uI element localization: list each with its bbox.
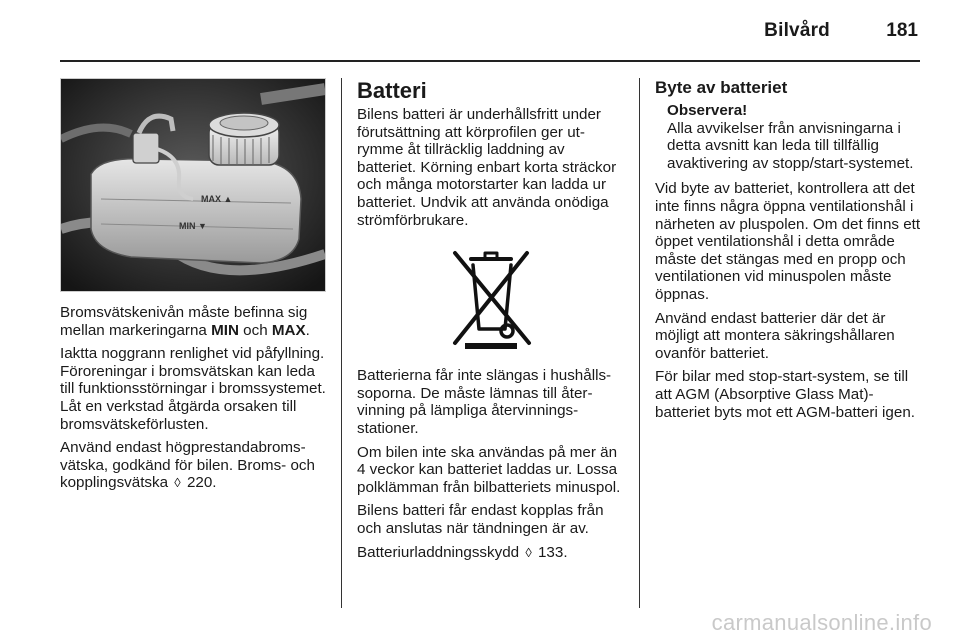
text-fragment: och [238, 321, 272, 339]
note-box [667, 102, 923, 172]
note-text: Alla avvikelser från anvisningarna i detta avsnitt kan leda till tillfällig avaktivering av stopp/start-systemet. [667, 119, 914, 172]
subsection-title: Byte av batteriet [655, 78, 788, 97]
fluid-spec-paragraph [60, 439, 328, 492]
text-fragment: Batteriurladdningsskydd [357, 543, 524, 561]
disposal-paragraph: Batterierna får inte slängas i hushållssoporna. De måste lämnas till återvinning på lämpliga återvinningsstationer. [357, 367, 612, 437]
header-rule [60, 60, 920, 62]
page-reference-icon: ◊ [174, 475, 181, 491]
fuse-holder-paragraph: Använd endast batterier där det är möjligt att montera säkringshållaren ovanför batteriet. [655, 309, 895, 362]
battery-maintenance-paragraph: Bilens batteri är underhållsfritt under förutsättning att körprofilen ger utrymme åt tillräcklig laddning av batteriet. Körning enbart korta sträckor och många motorstarter kan ladda ur batteriet. Undvik att använda onödiga strömförbrukare. [357, 106, 617, 229]
brake-fluid-level-paragraph [60, 304, 328, 339]
max-mark-label: MAX ▲ [201, 194, 233, 204]
page-reference-link[interactable]: 133. [533, 543, 568, 561]
column-brake-fluid [60, 78, 328, 498]
cleanliness-paragraph: Iaktta noggrann renlighet vid påfyllning. Föroreningar i bromsvätskan kan leda till funktionsstörningar i bromssystemet. Låt en verkstad åtgärda orsaken till bromsvätskeförlusten. [60, 345, 326, 433]
ventilation-paragraph: Vid byte av batteriet, kontrollera att det inte finns några öppna ventilationshål i närheten av pluspolen. Om det finns ett öppet ventilationshål i detta område måste det stängas med en propp och ventilationen vid minuspolen måste öppnas. [655, 180, 921, 303]
min-mark-label: MIN ▼ [179, 221, 207, 231]
page-number: 181 [886, 20, 918, 41]
column-battery [357, 78, 625, 567]
column-battery-replacement [655, 78, 923, 427]
column-divider [341, 78, 342, 608]
section-title: Batteri [357, 78, 427, 103]
storage-paragraph: Om bilen inte ska användas på mer än 4 veckor kan batteriet laddas ur. Lossa polklämman från bilbatteriets minuspol. [357, 443, 621, 496]
text-fragment: Använd endast högprestandabromsvätska, godkänd för bilen. Broms- och kopplingsvätska [60, 439, 315, 492]
text-fragment: Bromsvätskenivån måste befinna sig mellan markeringarna [60, 304, 308, 339]
page-reference-link[interactable]: 220. [182, 474, 217, 492]
text-fragment: . [305, 321, 310, 339]
page-header-title: Bilvård [764, 20, 830, 41]
brake-fluid-reservoir-photo [60, 78, 326, 292]
disconnect-paragraph: Bilens batteri får endast kopplas från och anslutas när tändningen är av. [357, 502, 604, 537]
agm-battery-paragraph: För bilar med stop-start-system, se till att AGM (Absorptive Glass Mat)-batteriet byts mot ett AGM-batteri igen. [655, 368, 915, 421]
max-marking-text: MAX [271, 321, 306, 339]
crossed-bin-icon [357, 243, 625, 351]
page-reference-icon: ◊ [525, 544, 532, 560]
discharge-protection-paragraph [357, 544, 625, 562]
note-title: Observera! [667, 102, 748, 119]
column-divider [639, 78, 640, 608]
min-marking-text: MIN [211, 321, 239, 339]
watermark: carmanualsonline.info [711, 610, 932, 635]
